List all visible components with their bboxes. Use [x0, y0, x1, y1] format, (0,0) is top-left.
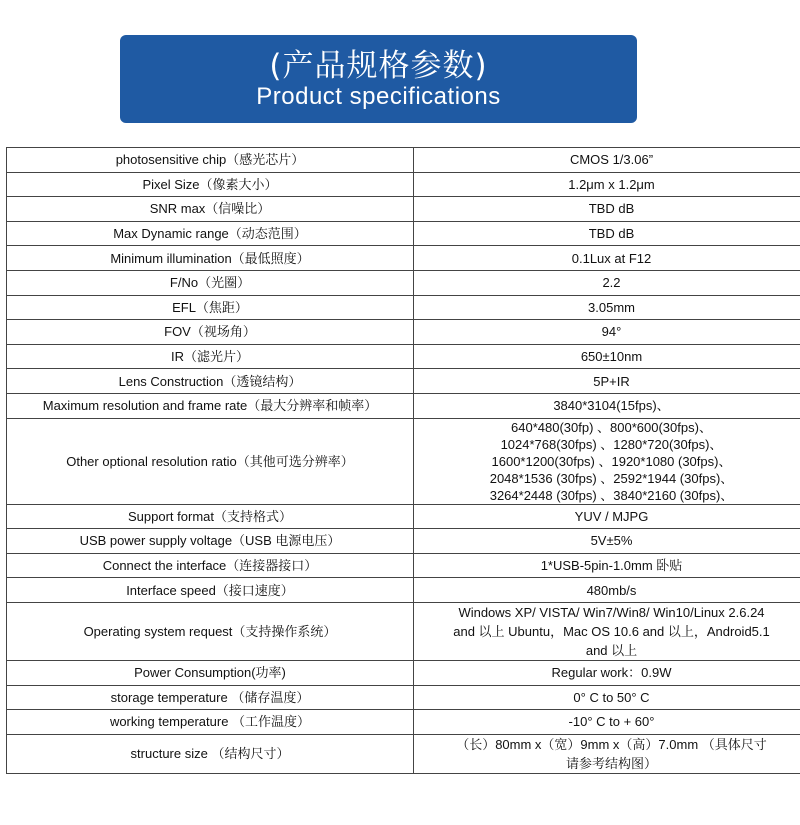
table-row	[7, 197, 800, 222]
title-banner	[120, 35, 637, 123]
spec-name: structure size （结构尺寸）	[7, 734, 414, 773]
spec-name: Lens Construction（透镜结构）	[7, 369, 414, 394]
spec-name: Interface speed（接口速度）	[7, 578, 414, 603]
table-row	[7, 246, 800, 271]
size-line: 请参考结构图）	[565, 755, 657, 771]
resolution-line: 1600*1200(30fps) 、1920*1080 (30fps)、	[491, 453, 732, 469]
spec-name: USB power supply voltage（USB 电源电压）	[7, 529, 414, 554]
table-row	[7, 270, 800, 295]
table-row	[7, 393, 800, 418]
table-row	[7, 734, 800, 773]
title-english: Product specifications	[256, 83, 501, 110]
spec-value: 480mb/s	[414, 578, 800, 603]
spec-value: Regular work：0.9W	[414, 660, 800, 685]
spec-value: 5V±5%	[414, 529, 800, 554]
spec-value: YUV / MJPG	[414, 504, 800, 529]
table-row	[7, 529, 800, 554]
table-row	[7, 578, 800, 603]
spec-name: Minimum illumination（最低照度）	[7, 246, 414, 271]
table-row	[7, 504, 800, 529]
resolution-line: 640*480(30fp) 、800*600(30fps)、	[511, 419, 712, 435]
table-row	[7, 295, 800, 320]
spec-name: SNR max（信噪比）	[7, 197, 414, 222]
spec-value: 650±10nm	[414, 344, 800, 369]
spec-name: Power Consumption(功率)	[7, 660, 414, 685]
spec-value	[414, 602, 800, 660]
spec-name: working temperature （工作温度）	[7, 710, 414, 735]
table-row	[7, 602, 800, 660]
spec-name: EFL（焦距）	[7, 295, 414, 320]
spec-name: Max Dynamic range（动态范围）	[7, 221, 414, 246]
table-row	[7, 344, 800, 369]
table-row	[7, 685, 800, 710]
resolution-line: 1024*768(30fps) 、1280*720(30fps)、	[500, 436, 723, 452]
spec-value: 3840*3104(15fps)、	[414, 393, 800, 418]
table-row	[7, 710, 800, 735]
spec-value: -10° C to + 60°	[414, 710, 800, 735]
spec-value: 5P+IR	[414, 369, 800, 394]
table-row	[7, 221, 800, 246]
spec-name: F/No（光圈）	[7, 270, 414, 295]
spec-value: TBD dB	[414, 197, 800, 222]
os-line: and 以上 Ubuntu，Mac OS 10.6 and 以上，Android5.1	[453, 623, 770, 639]
table-row	[7, 553, 800, 578]
spec-name: IR（滤光片）	[7, 344, 414, 369]
spec-name: Other optional resolution ratio（其他可选分辨率）	[7, 418, 414, 504]
table-row	[7, 369, 800, 394]
spec-name: Operating system request（支持操作系统）	[7, 602, 414, 660]
title-chinese: (产品规格参数)	[269, 48, 488, 84]
spec-name: storage temperature （储存温度）	[7, 685, 414, 710]
spec-name: Maximum resolution and frame rate（最大分辨率和帧率）	[7, 393, 414, 418]
table-row	[7, 660, 800, 685]
size-line: （长）80mm x（宽）9mm x（高）7.0mm （具体尺寸	[456, 736, 767, 752]
resolution-line: 2048*1536 (30fps) 、2592*1944 (30fps)、	[489, 470, 734, 486]
spec-value: 3.05mm	[414, 295, 800, 320]
spec-name: Pixel Size（像素大小）	[7, 172, 414, 197]
resolution-line: 3264*2448 (30fps) 、3840*2160 (30fps)、	[489, 487, 734, 503]
table-row	[7, 148, 800, 173]
spec-value: CMOS 1/3.06”	[414, 148, 800, 173]
table-row	[7, 320, 800, 345]
table-row	[7, 418, 800, 504]
spec-value: 0° C to 50° C	[414, 685, 800, 710]
spec-value	[414, 734, 800, 773]
spec-name: Connect the interface（连接器接口）	[7, 553, 414, 578]
spec-value: 2.2	[414, 270, 800, 295]
spec-value	[414, 418, 800, 504]
os-line: and 以上	[585, 642, 638, 658]
spec-name: FOV（视场角）	[7, 320, 414, 345]
spec-value: 94°	[414, 320, 800, 345]
spec-name: Support format（支持格式）	[7, 504, 414, 529]
spec-value: 1.2μm x 1.2μm	[414, 172, 800, 197]
os-line: Windows XP/ VISTA/ Win7/Win8/ Win10/Linux 2.6.24	[458, 604, 765, 620]
table-row	[7, 172, 800, 197]
spec-value: TBD dB	[414, 221, 800, 246]
spec-value: 0.1Lux at F12	[414, 246, 800, 271]
spec-name: photosensitive chip（感光芯片）	[7, 148, 414, 173]
spec-value: 1*USB-5pin-1.0mm 卧贴	[414, 553, 800, 578]
spec-table	[6, 147, 800, 774]
